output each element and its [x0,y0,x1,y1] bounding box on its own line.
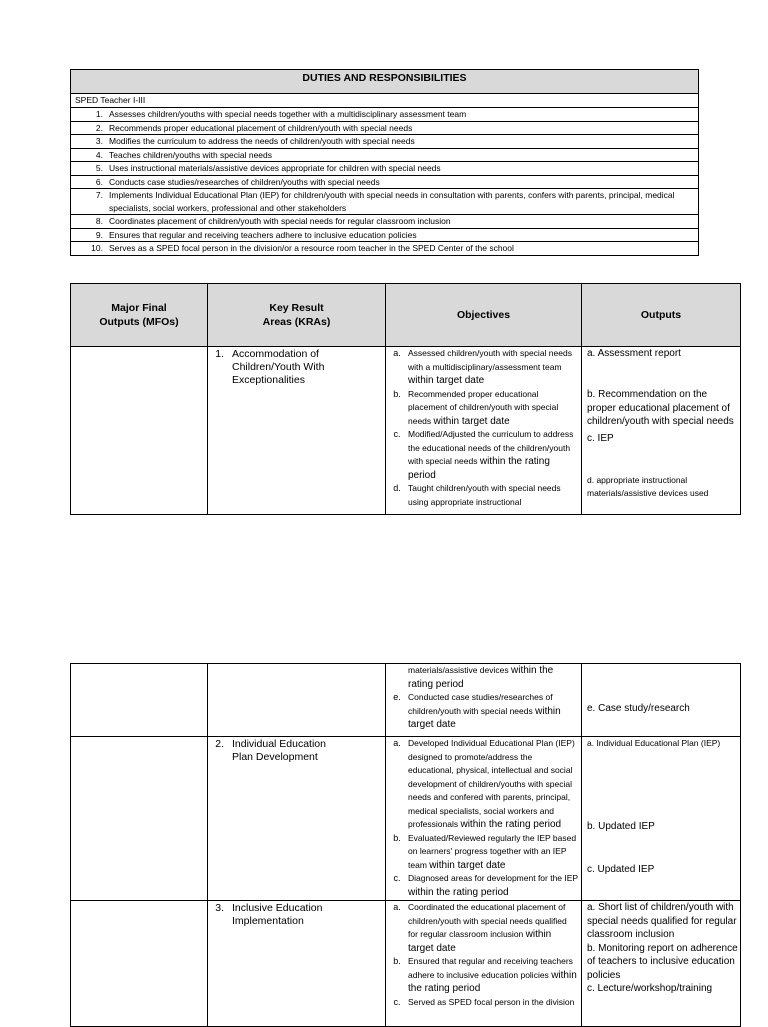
duty-item: 1. Assesses children/youths with special needs together with a multidisciplinary assessment team [71,108,698,122]
kra-text: Inclusive Education Implementation [232,902,323,927]
mfo-cell [71,664,208,737]
objective-item: b. Ensured that regular and receiving teachers adhere to inclusive education policies within the rating period [393,956,577,994]
outputs-cell [582,347,741,515]
table-row [71,737,741,901]
objectives-list [386,737,581,899]
objectives-cell [386,664,582,737]
duty-item: 9. Ensures that regular and receiving teachers adhere to inclusive education policies [71,229,698,243]
header-row [71,284,741,347]
output-item: e. Case study/research [587,703,690,714]
output-item: a. Short list of children/youth with special needs qualified for regular classroom inclusion [587,902,737,940]
kra-table-2 [70,663,741,1027]
objective-item: c. Modified/Adjusted the curriculum to address the educational needs of the children/youth with special needs within the rating period [393,429,574,481]
duty-item: 10. Serves as a SPED focal person in the division/or a resource room teacher in the SPED Center of the school [91,243,514,253]
duties-role: SPED Teacher I-III [71,94,698,108]
kra-cell: 1. Accommodation of Children/Youth With Exceptionalities [208,347,386,515]
kra-text: Individual Education Plan Development [232,738,326,763]
outputs-cell [582,901,741,1027]
table-row [71,901,741,1027]
objectives-cell [386,901,582,1027]
table-row [71,347,741,515]
duty-item: 3. Modifies the curriculum to address the needs of children/youth with special needs [71,135,698,149]
mfo-cell [71,737,208,901]
outputs-cell [582,664,741,737]
output-item: c. Updated IEP [587,864,655,875]
outputs-header: Outputs [582,284,741,347]
kra-cell: 2. Individual Education Plan Development [208,737,386,901]
objectives-list [386,347,581,509]
objectives-list [386,664,581,732]
output-item: a. Individual Educational Plan (IEP) [587,738,721,748]
kra-cell: 3. Inclusive Education Implementation [208,901,386,1027]
output-item: b. Monitoring report on adherence of teachers to inclusive education policies [587,942,738,981]
kra-header: Key Result Areas (KRAs) [208,284,386,347]
mfo-cell [71,901,208,1027]
output-item: c. Lecture/workshop/training [587,983,713,994]
output-item: c. IEP [587,433,614,444]
objective-item: c. Diagnosed areas for development for the IEP within the rating period [393,873,578,898]
duties-table [70,69,699,256]
mfo-cell [71,347,208,515]
objective-item: b. Evaluated/Reviewed regularly the IEP based on learners' progress together with an IEP team within target date [393,832,577,871]
objectives-list [386,901,581,1009]
objective-item: materials/assistive devices within the rating period [408,665,554,690]
duty-item: 8. Coordinates placement of children/youth with special needs for regular classroom inclusion [71,215,698,229]
objective-item: e. Conducted case studies/researches of children/youth with special needs within target date [393,692,561,730]
duties-list [71,108,698,255]
mfo-header: Major Final Outputs (MFOs) [71,284,208,347]
objective-item: b. Recommended proper educational placement of children/youth with special needs within target date [393,388,559,427]
duty-item: 6. Conducts case studies/researches of children/youths with special needs [71,176,698,190]
objective-item: a. Coordinated the educational placement of children/youth with special needs qualified for regular classroom inclusion within target date [393,902,567,954]
duty-item: 5. Uses instructional materials/assistive devices appropriate for children with special needs [71,162,698,176]
objective-item: a. Developed Individual Educational Plan (IEP) designed to promote/address the educational, physical, intellectual and social development of children/youths with special needs and confered with parents, principal, medical specialists, social workers and professionals within the rating period [393,738,575,830]
objective-item: d. Taught children/youth with special needs using appropriate instructional [393,483,561,507]
duties-title: DUTIES AND RESPONSIBILITIES [71,70,698,94]
output-item: d. appropriate instructional materials/assistive devices used [587,475,709,498]
output-item: b. Recommendation on the proper educational placement of children/youth with special needs [587,389,734,427]
kra-table-1 [70,283,741,515]
duty-item: 4. Teaches children/youths with special needs [71,149,698,163]
objectives-cell [386,347,582,515]
output-item: a. Assessment report [587,348,681,359]
objective-item: c. Served as SPED focal person in the division [393,996,575,1007]
duty-item: 7. Implements Individual Educational Plan (IEP) for children/youth with special needs in consultation with parents, confers with parents, principal, medical specialists, social workers, professional and other stakeholders [71,189,698,215]
table-row [71,664,741,737]
objectives-cell [386,737,582,901]
kra-text: Accommodation of Children/Youth With Exceptionalities [232,348,325,386]
outputs-cell [582,737,741,901]
duty-item: 2. Recommends proper educational placement of children/youth with special needs [71,122,698,136]
objectives-header: Objectives [386,284,582,347]
output-item: b. Updated IEP [587,821,655,832]
objective-item: a. Assessed children/youth with special needs with a multidisciplinary/assessment team within target date [393,348,572,386]
kra-cell [208,664,386,737]
